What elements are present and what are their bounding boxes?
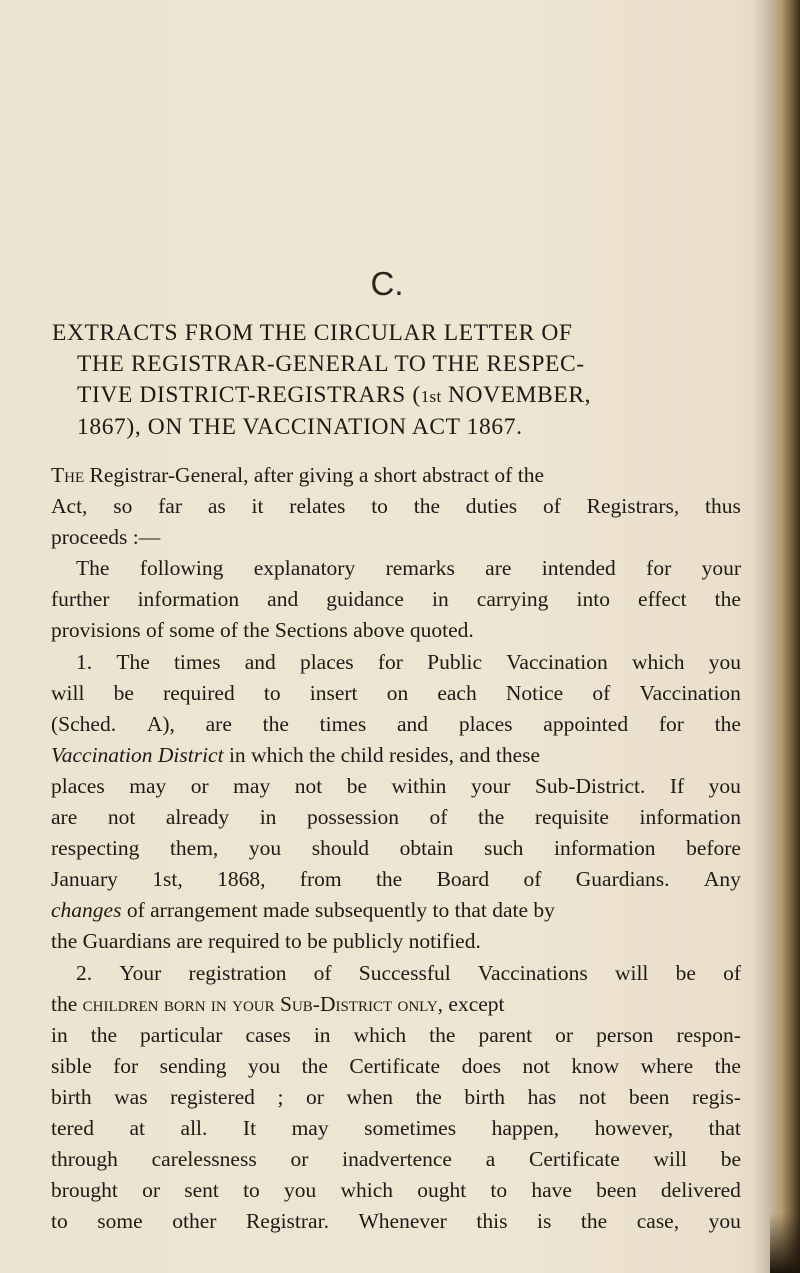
text-line: January 1st, 1868, from the Board of Guardians. Any — [51, 867, 741, 892]
heading-line: EXTRACTS FROM THE CIRCULAR LETTER OF — [52, 320, 573, 346]
text-line: places may or may not be within your Sub-District. If you — [51, 773, 741, 798]
text-line: (Sched. A), are the times and places appointed for the — [51, 711, 741, 736]
text-line: the children born in your Sub-District only, except — [51, 991, 505, 1016]
heading-line: TIVE DISTRICT-REGISTRARS (1st NOVEMBER, — [77, 382, 592, 408]
text-line: changes of arrangement made subsequently to that date by — [51, 898, 555, 923]
page-corner-shadow — [770, 1213, 800, 1273]
page-edge-shadow — [754, 0, 800, 1273]
text-line: the Guardians are required to be publicly notified. — [51, 929, 481, 954]
text-line: further information and guidance in carrying into effect the — [51, 587, 741, 612]
italic-term: Vaccination District — [51, 742, 224, 767]
extract-heading — [52, 318, 752, 443]
italic-term: changes — [51, 898, 122, 923]
heading-line: THE REGISTRAR-GENERAL TO THE RESPEC- — [77, 351, 585, 377]
text-line: to some other Registrar. Whenever this is the case, you — [51, 1209, 741, 1234]
text-line: 2. Your registration of Successful Vaccinations will be of — [76, 960, 741, 985]
text-line: through carelessness or inadvertence a Certificate will be — [51, 1147, 741, 1172]
text-line: are not already in possession of the requisite information — [51, 805, 741, 830]
section-letter: C. — [370, 265, 404, 302]
text-line: will be required to insert on each Notice of Vaccination — [51, 680, 741, 705]
small-caps-phrase: children born in your Sub-District only, — [82, 991, 444, 1016]
text-line: brought or sent to you which ought to have been delivered — [51, 1178, 741, 1203]
text-line: proceeds :— — [51, 525, 161, 550]
text-line: The Registrar-General, after giving a short abstract of the — [51, 463, 544, 487]
text-line: Act, so far as it relates to the duties of Registrars, thus — [51, 494, 741, 519]
text-line: The following explanatory remarks are intended for your — [76, 556, 741, 581]
text-line: in the particular cases in which the parent or person respon- — [51, 1022, 741, 1047]
heading-date-ordinal: 1st — [420, 387, 442, 406]
letter-body — [51, 460, 741, 1237]
heading-line: 1867), ON THE VACCINATION ACT 1867. — [77, 414, 523, 440]
text-line: respecting them, you should obtain such information before — [51, 836, 741, 861]
text-line: Vaccination District in which the child resides, and these — [51, 742, 541, 767]
text-line: tered at all. It may sometimes happen, however, that — [51, 1115, 741, 1140]
text-line: provisions of some of the Sections above quoted. — [51, 618, 474, 643]
lead-word: The — [51, 463, 85, 487]
text-line: birth was registered ; or when the birth has not been regis- — [51, 1084, 741, 1109]
text-line: 1. The times and places for Public Vaccination which you — [76, 649, 741, 674]
text-line: sible for sending you the Certificate does not know where the — [51, 1053, 741, 1078]
